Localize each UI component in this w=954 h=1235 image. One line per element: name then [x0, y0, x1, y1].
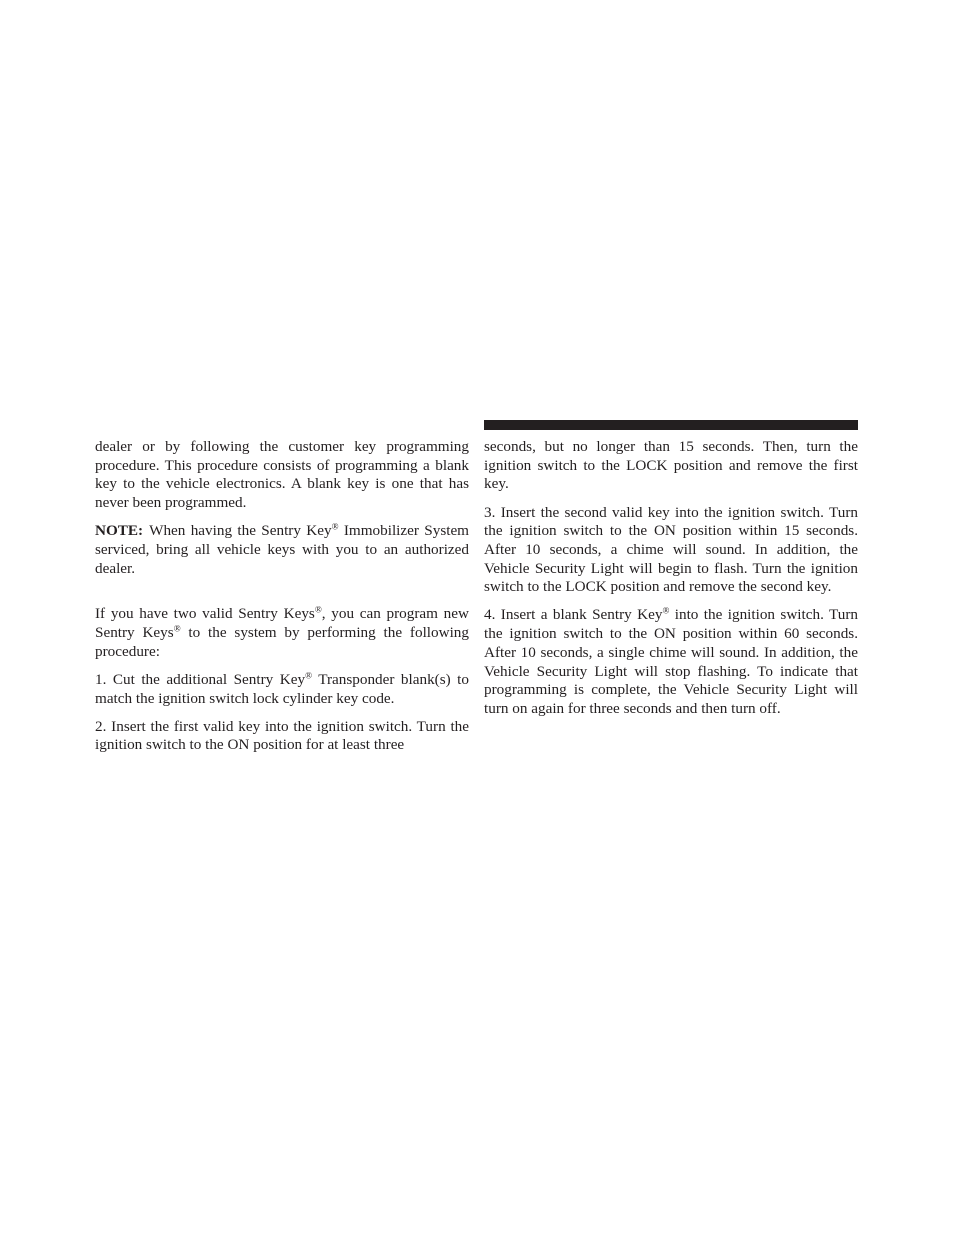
registered-mark: ®: [662, 605, 670, 616]
registered-mark: ®: [314, 604, 322, 615]
registered-mark: ®: [331, 521, 339, 532]
step-2-paragraph: 2. Insert the first valid key into the ignition switch. Turn the ignition switch to the ON position for at least three: [95, 717, 469, 754]
step-1-text-b: Transponder blank(s) to match the ignition switch lock cylinder key code.: [95, 670, 469, 707]
intro-paragraph: dealer or by following the customer key programming procedure. This procedure consists of programming a blank key to the vehicle electronics. A blank key is one that has never been programmed.: [95, 438, 469, 512]
step-1-paragraph: [95, 671, 469, 708]
step-2-continued-paragraph: seconds, but no longer than 15 seconds. Then, turn the ignition switch to the LOCK position and remove the first key.: [484, 438, 858, 493]
step-3-paragraph: 3. Insert the second valid key into the ignition switch. Turn the ignition switch to the ON position within 15 seconds. After 10 seconds, a chime will sound. In addition, the Vehicle Security Light will begin to flash. Turn the ignition switch to the LOCK position and remove the second key.: [484, 503, 858, 596]
note-text-a: When having the Sentry Key: [149, 522, 332, 540]
right-column: [484, 438, 858, 728]
step-4-text-a: 4. Insert a blank Sentry Key: [484, 606, 663, 624]
left-column: [95, 438, 469, 764]
note-label: NOTE:: [95, 522, 144, 540]
procedure-intro-text-b: , you can program new Sentry Keys: [95, 605, 469, 642]
procedure-intro-text-c: to the system by performing the following procedure:: [95, 624, 469, 660]
step-4-text-b: into the ignition switch. Turn the ignition switch to the ON position within 60 seconds. After 10 seconds, a single chime will sound. In addition, the Vehicle Security Light will stop flashing. To indicate that programming is complete, the Vehicle Security Light will turn on again for three seconds and then turn off.: [484, 606, 858, 717]
registered-mark: ®: [305, 670, 312, 681]
note-paragraph: [95, 522, 469, 578]
procedure-intro-text-a: If you have two valid Sentry Keys: [95, 605, 315, 623]
step-4-paragraph: [484, 606, 858, 718]
procedure-intro-paragraph: [95, 605, 469, 661]
registered-mark: ®: [173, 623, 181, 634]
note-text-b: Immobilizer System serviced, bring all vehicle keys with you to an authorized dealer.: [95, 522, 469, 577]
section-header-bar: [484, 420, 858, 430]
step-1-text-a: 1. Cut the additional Sentry Key: [95, 670, 306, 688]
